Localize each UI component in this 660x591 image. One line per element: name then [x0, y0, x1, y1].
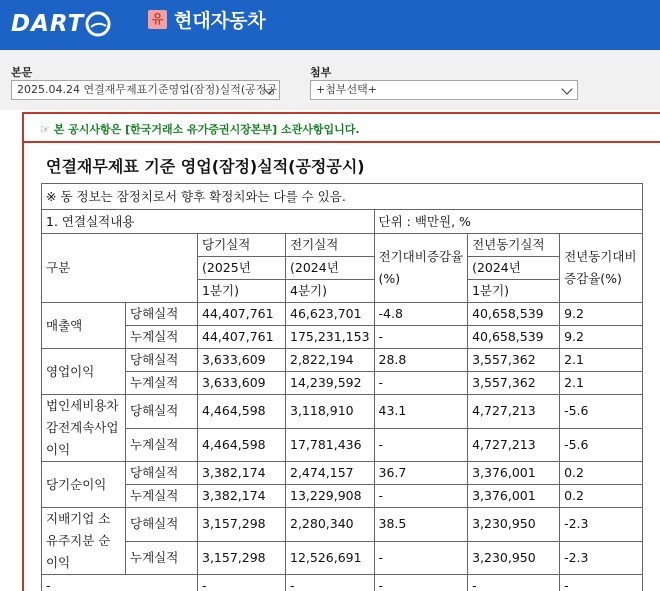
- header-qoq-line1: 전기대비증감율: [378, 249, 464, 264]
- period-cell: 누계실적: [126, 372, 198, 395]
- notice-divider: [24, 141, 660, 143]
- item-cell: 지배기업 소유주지분 순이익: [42, 508, 126, 575]
- table-row: [42, 303, 643, 326]
- dart-swirl-icon: [85, 11, 111, 37]
- period-cell: 당해실적: [126, 508, 198, 542]
- header-yoy-period1: (2024년: [468, 257, 560, 280]
- value-cell: 43.1: [374, 395, 468, 429]
- body-select-value: 2025.04.24 연결재무제표기준영업(잠정)실적(공정공: [17, 83, 277, 96]
- value-cell: 44,407,761: [198, 303, 286, 326]
- jurisdiction-notice: ☞ 본 공시사항은 [한국거래소 유가증권시장본부] 소관사항입니다.: [40, 123, 360, 136]
- value-cell: 3,157,298: [198, 541, 286, 575]
- unit-cell: 단위 : 백만원, %: [374, 210, 643, 234]
- header-previous-period1: (2024년: [286, 257, 375, 280]
- value-cell: 3,633,609: [198, 349, 286, 372]
- item-cell: 매출액: [42, 303, 126, 349]
- value-cell: -2.3: [560, 508, 643, 542]
- value-cell: -: [374, 372, 468, 395]
- value-cell: -: [374, 326, 468, 349]
- attach-select-value: +첨부선택+: [316, 83, 377, 96]
- value-cell: 3,376,001: [468, 485, 560, 508]
- period-cell: 누계실적: [126, 326, 198, 349]
- value-cell: 4,727,213: [468, 428, 560, 462]
- empty-cell: -: [198, 575, 286, 591]
- table-row: [42, 485, 643, 508]
- value-cell: 9.2: [560, 303, 643, 326]
- empty-cell: -: [560, 575, 643, 591]
- header-yoy: 전년동기실적: [468, 234, 560, 257]
- header-previous-period2: 4분기): [286, 280, 375, 303]
- table-row: [42, 349, 643, 372]
- value-cell: 3,382,174: [198, 462, 286, 485]
- value-cell: 4,727,213: [468, 395, 560, 429]
- empty-cell: -: [468, 575, 560, 591]
- value-cell: -5.6: [560, 395, 643, 429]
- item-cell: 영업이익: [42, 349, 126, 395]
- table-row: [42, 541, 643, 575]
- value-cell: 9.2: [560, 326, 643, 349]
- value-cell: 0.2: [560, 485, 643, 508]
- value-cell: 2.1: [560, 372, 643, 395]
- value-cell: -2.3: [560, 541, 643, 575]
- corp-type-badge: 유: [148, 10, 167, 29]
- value-cell: 13,229,908: [286, 485, 375, 508]
- value-cell: -4.8: [374, 303, 468, 326]
- period-cell: 당해실적: [126, 462, 198, 485]
- header-gubun: 구분: [42, 234, 198, 303]
- value-cell: -5.6: [560, 428, 643, 462]
- table-row: [42, 395, 643, 429]
- corp-name: 현대자동차: [174, 10, 266, 32]
- chevron-down-icon: [561, 83, 572, 94]
- value-cell: 17,781,436: [286, 428, 375, 462]
- header-current: 당기실적: [198, 234, 286, 257]
- header-yoy-rate-line2: 증감율(%): [564, 271, 622, 286]
- table-row: [42, 575, 643, 591]
- value-cell: 3,230,950: [468, 541, 560, 575]
- attach-select[interactable]: [310, 80, 578, 100]
- value-cell: 38.5: [374, 508, 468, 542]
- empty-cell: -: [374, 575, 468, 591]
- empty-cell: -: [42, 575, 198, 591]
- value-cell: 3,230,950: [468, 508, 560, 542]
- value-cell: -: [374, 428, 468, 462]
- empty-cell: -: [286, 575, 375, 591]
- value-cell: 3,633,609: [198, 372, 286, 395]
- value-cell: 12,526,691: [286, 541, 375, 575]
- top-header: [0, 0, 660, 50]
- period-cell: 당해실적: [126, 303, 198, 326]
- period-cell: 누계실적: [126, 541, 198, 575]
- table-row: [42, 462, 643, 485]
- value-cell: 40,658,539: [468, 303, 560, 326]
- period-cell: 당해실적: [126, 395, 198, 429]
- value-cell: 3,376,001: [468, 462, 560, 485]
- header-yoy-rate: [560, 234, 643, 303]
- value-cell: 3,557,362: [468, 372, 560, 395]
- value-cell: 2,474,157: [286, 462, 375, 485]
- table-row: [42, 326, 643, 349]
- period-cell: 당해실적: [126, 349, 198, 372]
- value-cell: 46,623,701: [286, 303, 375, 326]
- value-cell: 4,464,598: [198, 428, 286, 462]
- value-cell: -: [374, 541, 468, 575]
- value-cell: 36.7: [374, 462, 468, 485]
- header-previous: 전기실적: [286, 234, 375, 257]
- document-title: 연결재무제표 기준 영업(잠정)실적(공정공시): [46, 157, 365, 176]
- attach-select-label: 첨부: [310, 66, 332, 79]
- item-cell: 당기순이익: [42, 462, 126, 508]
- value-cell: 14,239,592: [286, 372, 375, 395]
- body-select[interactable]: [11, 80, 280, 100]
- value-cell: 3,557,362: [468, 349, 560, 372]
- period-cell: 누계실적: [126, 485, 198, 508]
- value-cell: -: [374, 485, 468, 508]
- value-cell: 2,822,194: [286, 349, 375, 372]
- section-cell: 1. 연결실적내용: [42, 210, 375, 234]
- document-selector-bar: [0, 50, 660, 110]
- value-cell: 2,280,340: [286, 508, 375, 542]
- header-yoy-period2: 1분기): [468, 280, 560, 303]
- value-cell: 3,382,174: [198, 485, 286, 508]
- period-cell: 누계실적: [126, 428, 198, 462]
- table-row: [42, 428, 643, 462]
- earnings-table: [41, 183, 643, 591]
- value-cell: 4,464,598: [198, 395, 286, 429]
- header-qoq-line2: (%): [378, 271, 401, 286]
- dart-logo-text: DART: [11, 11, 85, 37]
- value-cell: 3,157,298: [198, 508, 286, 542]
- body-select-label: 본문: [11, 66, 33, 79]
- value-cell: 40,658,539: [468, 326, 560, 349]
- value-cell: 44,407,761: [198, 326, 286, 349]
- table-row: [42, 508, 643, 542]
- note-cell: ※ 동 정보는 잠정치로서 향후 확정치와는 다를 수 있음.: [42, 184, 643, 210]
- item-cell: 법인세비용차감전계속사업이익: [42, 395, 126, 462]
- table-row: [42, 372, 643, 395]
- value-cell: 3,118,910: [286, 395, 375, 429]
- header-yoy-rate-line1: 전년동기대비: [564, 249, 637, 264]
- value-cell: 175,231,153: [286, 326, 375, 349]
- value-cell: 0.2: [560, 462, 643, 485]
- value-cell: 28.8: [374, 349, 468, 372]
- header-current-period1: (2025년: [198, 257, 286, 280]
- value-cell: 2.1: [560, 349, 643, 372]
- header-current-period2: 1분기): [198, 280, 286, 303]
- header-qoq: [374, 234, 468, 303]
- dart-logo[interactable]: [11, 9, 111, 39]
